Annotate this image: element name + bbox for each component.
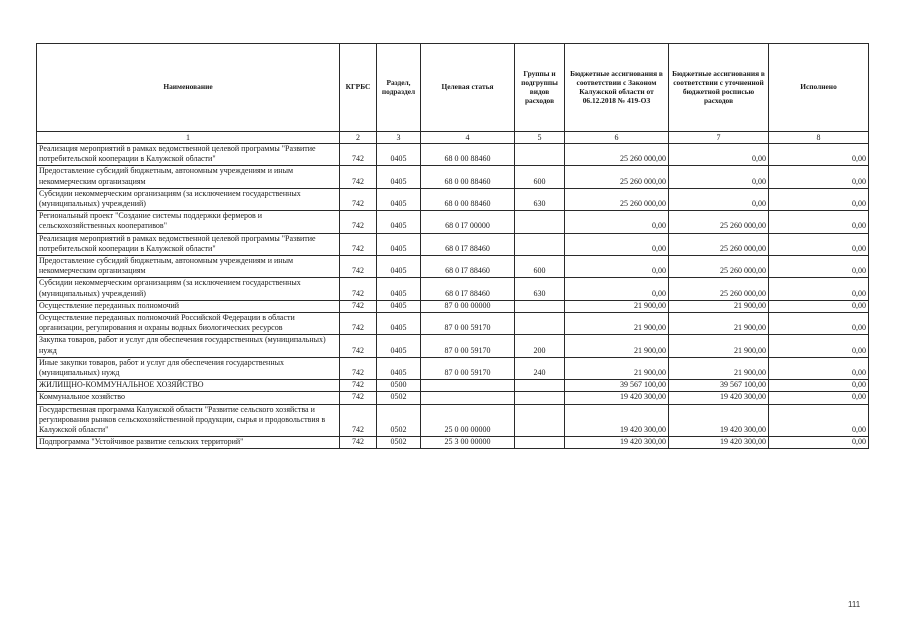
- row-target-cell: 68 0 I7 00000: [421, 211, 515, 233]
- row-executed-amount-cell: 0,00: [769, 392, 869, 404]
- row-executed-amount-cell: 0,00: [769, 404, 869, 437]
- row-name-cell: Подпрограмма "Устойчивое развитие сельских территорий": [37, 437, 340, 449]
- row-executed-amount-cell: 0,00: [769, 166, 869, 188]
- row-name-cell: Субсидии некоммерческим организациям (за исключением государственных (муниципальных) учреждений): [37, 278, 340, 300]
- header-law: Бюджетные ассигнования в соответствии с Законом Калужской области от 06.12.2018 № 419-ОЗ: [565, 44, 669, 132]
- column-number: 2: [340, 132, 377, 144]
- row-section-cell: 0405: [377, 256, 421, 278]
- row-section-cell: 0502: [377, 404, 421, 437]
- table-row: [37, 300, 869, 312]
- row-kgrbs-cell: 742: [340, 300, 377, 312]
- table-row: [37, 278, 869, 300]
- row-law-amount-cell: 21 900,00: [565, 335, 669, 357]
- row-kgrbs-cell: 742: [340, 233, 377, 255]
- row-section-cell: 0405: [377, 233, 421, 255]
- table-row: [37, 392, 869, 404]
- row-name-cell: Реализация мероприятий в рамках ведомственной целевой программы "Развитие потребительской кооперации в Калужской области": [37, 144, 340, 166]
- row-refined-amount-cell: 25 260 000,00: [669, 233, 769, 255]
- row-executed-amount-cell: 0,00: [769, 437, 869, 449]
- row-executed-amount-cell: 0,00: [769, 256, 869, 278]
- column-number: 4: [421, 132, 515, 144]
- row-law-amount-cell: 25 260 000,00: [565, 144, 669, 166]
- row-kgrbs-cell: 742: [340, 166, 377, 188]
- row-executed-amount-cell: 0,00: [769, 278, 869, 300]
- row-name-cell: Коммунальное хозяйство: [37, 392, 340, 404]
- row-executed-amount-cell: 0,00: [769, 335, 869, 357]
- row-group-cell: 630: [515, 188, 565, 210]
- table-row: [37, 380, 869, 392]
- row-kgrbs-cell: 742: [340, 144, 377, 166]
- table-row: [37, 313, 869, 335]
- row-kgrbs-cell: 742: [340, 211, 377, 233]
- row-target-cell: 87 0 00 00000: [421, 300, 515, 312]
- row-kgrbs-cell: 742: [340, 357, 377, 379]
- header-kgrbs: КГРБС: [340, 44, 377, 132]
- row-law-amount-cell: 19 420 300,00: [565, 404, 669, 437]
- column-number: 7: [669, 132, 769, 144]
- row-group-cell: 600: [515, 256, 565, 278]
- row-target-cell: 68 0 00 88460: [421, 188, 515, 210]
- row-executed-amount-cell: 0,00: [769, 144, 869, 166]
- row-kgrbs-cell: 742: [340, 437, 377, 449]
- table-row: [37, 437, 869, 449]
- header-executed: Исполнено: [769, 44, 869, 132]
- row-kgrbs-cell: 742: [340, 188, 377, 210]
- row-executed-amount-cell: 0,00: [769, 300, 869, 312]
- row-law-amount-cell: 0,00: [565, 211, 669, 233]
- row-refined-amount-cell: 21 900,00: [669, 335, 769, 357]
- row-refined-amount-cell: 21 900,00: [669, 300, 769, 312]
- row-group-cell: [515, 300, 565, 312]
- table-row: [37, 144, 869, 166]
- header-groups: Группы и подгруппы видов расходов: [515, 44, 565, 132]
- row-name-cell: Субсидии некоммерческим организациям (за исключением государственных (муниципальных) учреждений): [37, 188, 340, 210]
- table-row: [37, 404, 869, 437]
- row-target-cell: [421, 380, 515, 392]
- row-executed-amount-cell: 0,00: [769, 357, 869, 379]
- row-law-amount-cell: 0,00: [565, 233, 669, 255]
- row-kgrbs-cell: 742: [340, 313, 377, 335]
- row-kgrbs-cell: 742: [340, 404, 377, 437]
- row-law-amount-cell: 19 420 300,00: [565, 437, 669, 449]
- table-row: [37, 188, 869, 210]
- row-name-cell: Реализация мероприятий в рамках ведомственной целевой программы "Развитие потребительской кооперации в Калужской области": [37, 233, 340, 255]
- row-refined-amount-cell: 21 900,00: [669, 357, 769, 379]
- row-kgrbs-cell: 742: [340, 392, 377, 404]
- row-refined-amount-cell: 19 420 300,00: [669, 437, 769, 449]
- row-name-cell: Региональный проект "Создание системы поддержки фермеров и сельскохозяйственных кооперативов": [37, 211, 340, 233]
- row-refined-amount-cell: 25 260 000,00: [669, 256, 769, 278]
- row-law-amount-cell: 21 900,00: [565, 357, 669, 379]
- row-section-cell: 0405: [377, 335, 421, 357]
- row-target-cell: 87 0 00 59170: [421, 357, 515, 379]
- table-row: [37, 357, 869, 379]
- row-executed-amount-cell: 0,00: [769, 211, 869, 233]
- table-row: [37, 211, 869, 233]
- header-target: Целевая статья: [421, 44, 515, 132]
- header-refined: Бюджетные ассигнования в соответствии с уточненной бюджетной росписью расходов: [669, 44, 769, 132]
- row-law-amount-cell: 0,00: [565, 256, 669, 278]
- row-name-cell: Закупка товаров, работ и услуг для обеспечения государственных (муниципальных) нужд: [37, 335, 340, 357]
- row-section-cell: 0405: [377, 313, 421, 335]
- row-name-cell: Предоставление субсидий бюджетным, автономным учреждениям и иным некоммерческим организациям: [37, 166, 340, 188]
- row-kgrbs-cell: 742: [340, 335, 377, 357]
- row-target-cell: 87 0 00 59170: [421, 335, 515, 357]
- row-section-cell: 0405: [377, 188, 421, 210]
- page-number: 111: [848, 600, 861, 609]
- row-group-cell: [515, 211, 565, 233]
- row-section-cell: 0405: [377, 166, 421, 188]
- row-name-cell: Предоставление субсидий бюджетным, автономным учреждениям и иным некоммерческим организациям: [37, 256, 340, 278]
- row-refined-amount-cell: 0,00: [669, 188, 769, 210]
- row-group-cell: [515, 313, 565, 335]
- row-name-cell: Государственная программа Калужской области "Развитие сельского хозяйства и регулирования рынков сельскохозяйственной продукции, сырья и продовольствия в Калужской области": [37, 404, 340, 437]
- row-target-cell: 68 0 I7 88460: [421, 256, 515, 278]
- row-target-cell: 25 3 00 00000: [421, 437, 515, 449]
- row-section-cell: 0405: [377, 211, 421, 233]
- column-number: 6: [565, 132, 669, 144]
- budget-table: [36, 43, 869, 449]
- table-row: [37, 166, 869, 188]
- row-refined-amount-cell: 21 900,00: [669, 313, 769, 335]
- column-number: 8: [769, 132, 869, 144]
- row-section-cell: 0405: [377, 278, 421, 300]
- row-group-cell: [515, 233, 565, 255]
- column-number: 3: [377, 132, 421, 144]
- row-name-cell: ЖИЛИЩНО-КОММУНАЛЬНОЕ ХОЗЯЙСТВО: [37, 380, 340, 392]
- row-section-cell: 0405: [377, 300, 421, 312]
- header-section: Раздел, подраздел: [377, 44, 421, 132]
- row-group-cell: 240: [515, 357, 565, 379]
- row-law-amount-cell: 21 900,00: [565, 300, 669, 312]
- row-target-cell: [421, 392, 515, 404]
- row-law-amount-cell: 21 900,00: [565, 313, 669, 335]
- row-section-cell: 0405: [377, 357, 421, 379]
- table-row: [37, 335, 869, 357]
- row-group-cell: [515, 380, 565, 392]
- header-name: Наименование: [37, 44, 340, 132]
- row-refined-amount-cell: 25 260 000,00: [669, 211, 769, 233]
- row-group-cell: 200: [515, 335, 565, 357]
- row-target-cell: 87 0 00 59170: [421, 313, 515, 335]
- row-law-amount-cell: 25 260 000,00: [565, 166, 669, 188]
- row-name-cell: Осуществление переданных полномочий: [37, 300, 340, 312]
- row-section-cell: 0502: [377, 392, 421, 404]
- row-group-cell: 600: [515, 166, 565, 188]
- row-law-amount-cell: 0,00: [565, 278, 669, 300]
- row-refined-amount-cell: 0,00: [669, 144, 769, 166]
- row-refined-amount-cell: 19 420 300,00: [669, 404, 769, 437]
- header-row: [37, 44, 869, 132]
- row-target-cell: 68 0 00 88460: [421, 144, 515, 166]
- row-kgrbs-cell: 742: [340, 380, 377, 392]
- row-target-cell: 25 0 00 00000: [421, 404, 515, 437]
- table-row: [37, 256, 869, 278]
- row-section-cell: 0405: [377, 144, 421, 166]
- row-refined-amount-cell: 0,00: [669, 166, 769, 188]
- table-body: [37, 144, 869, 449]
- row-refined-amount-cell: 39 567 100,00: [669, 380, 769, 392]
- row-kgrbs-cell: 742: [340, 278, 377, 300]
- row-target-cell: 68 0 I7 88460: [421, 233, 515, 255]
- row-law-amount-cell: 19 420 300,00: [565, 392, 669, 404]
- row-name-cell: Осуществление переданных полномочий Российской Федерации в области организации, регулирования и охраны водных биологических ресурсов: [37, 313, 340, 335]
- row-refined-amount-cell: 19 420 300,00: [669, 392, 769, 404]
- row-kgrbs-cell: 742: [340, 256, 377, 278]
- row-group-cell: [515, 404, 565, 437]
- row-executed-amount-cell: 0,00: [769, 233, 869, 255]
- table-row: [37, 233, 869, 255]
- column-number: 1: [37, 132, 340, 144]
- row-group-cell: [515, 437, 565, 449]
- row-target-cell: 68 0 I7 88460: [421, 278, 515, 300]
- column-number: 5: [515, 132, 565, 144]
- row-executed-amount-cell: 0,00: [769, 188, 869, 210]
- row-name-cell: Иные закупки товаров, работ и услуг для обеспечения государственных (муниципальных) нужд: [37, 357, 340, 379]
- row-refined-amount-cell: 25 260 000,00: [669, 278, 769, 300]
- row-section-cell: 0502: [377, 437, 421, 449]
- row-group-cell: 630: [515, 278, 565, 300]
- row-law-amount-cell: 39 567 100,00: [565, 380, 669, 392]
- row-section-cell: 0500: [377, 380, 421, 392]
- row-law-amount-cell: 25 260 000,00: [565, 188, 669, 210]
- row-group-cell: [515, 392, 565, 404]
- row-executed-amount-cell: 0,00: [769, 380, 869, 392]
- row-executed-amount-cell: 0,00: [769, 313, 869, 335]
- column-number-row: [37, 132, 869, 144]
- row-target-cell: 68 0 00 88460: [421, 166, 515, 188]
- row-group-cell: [515, 144, 565, 166]
